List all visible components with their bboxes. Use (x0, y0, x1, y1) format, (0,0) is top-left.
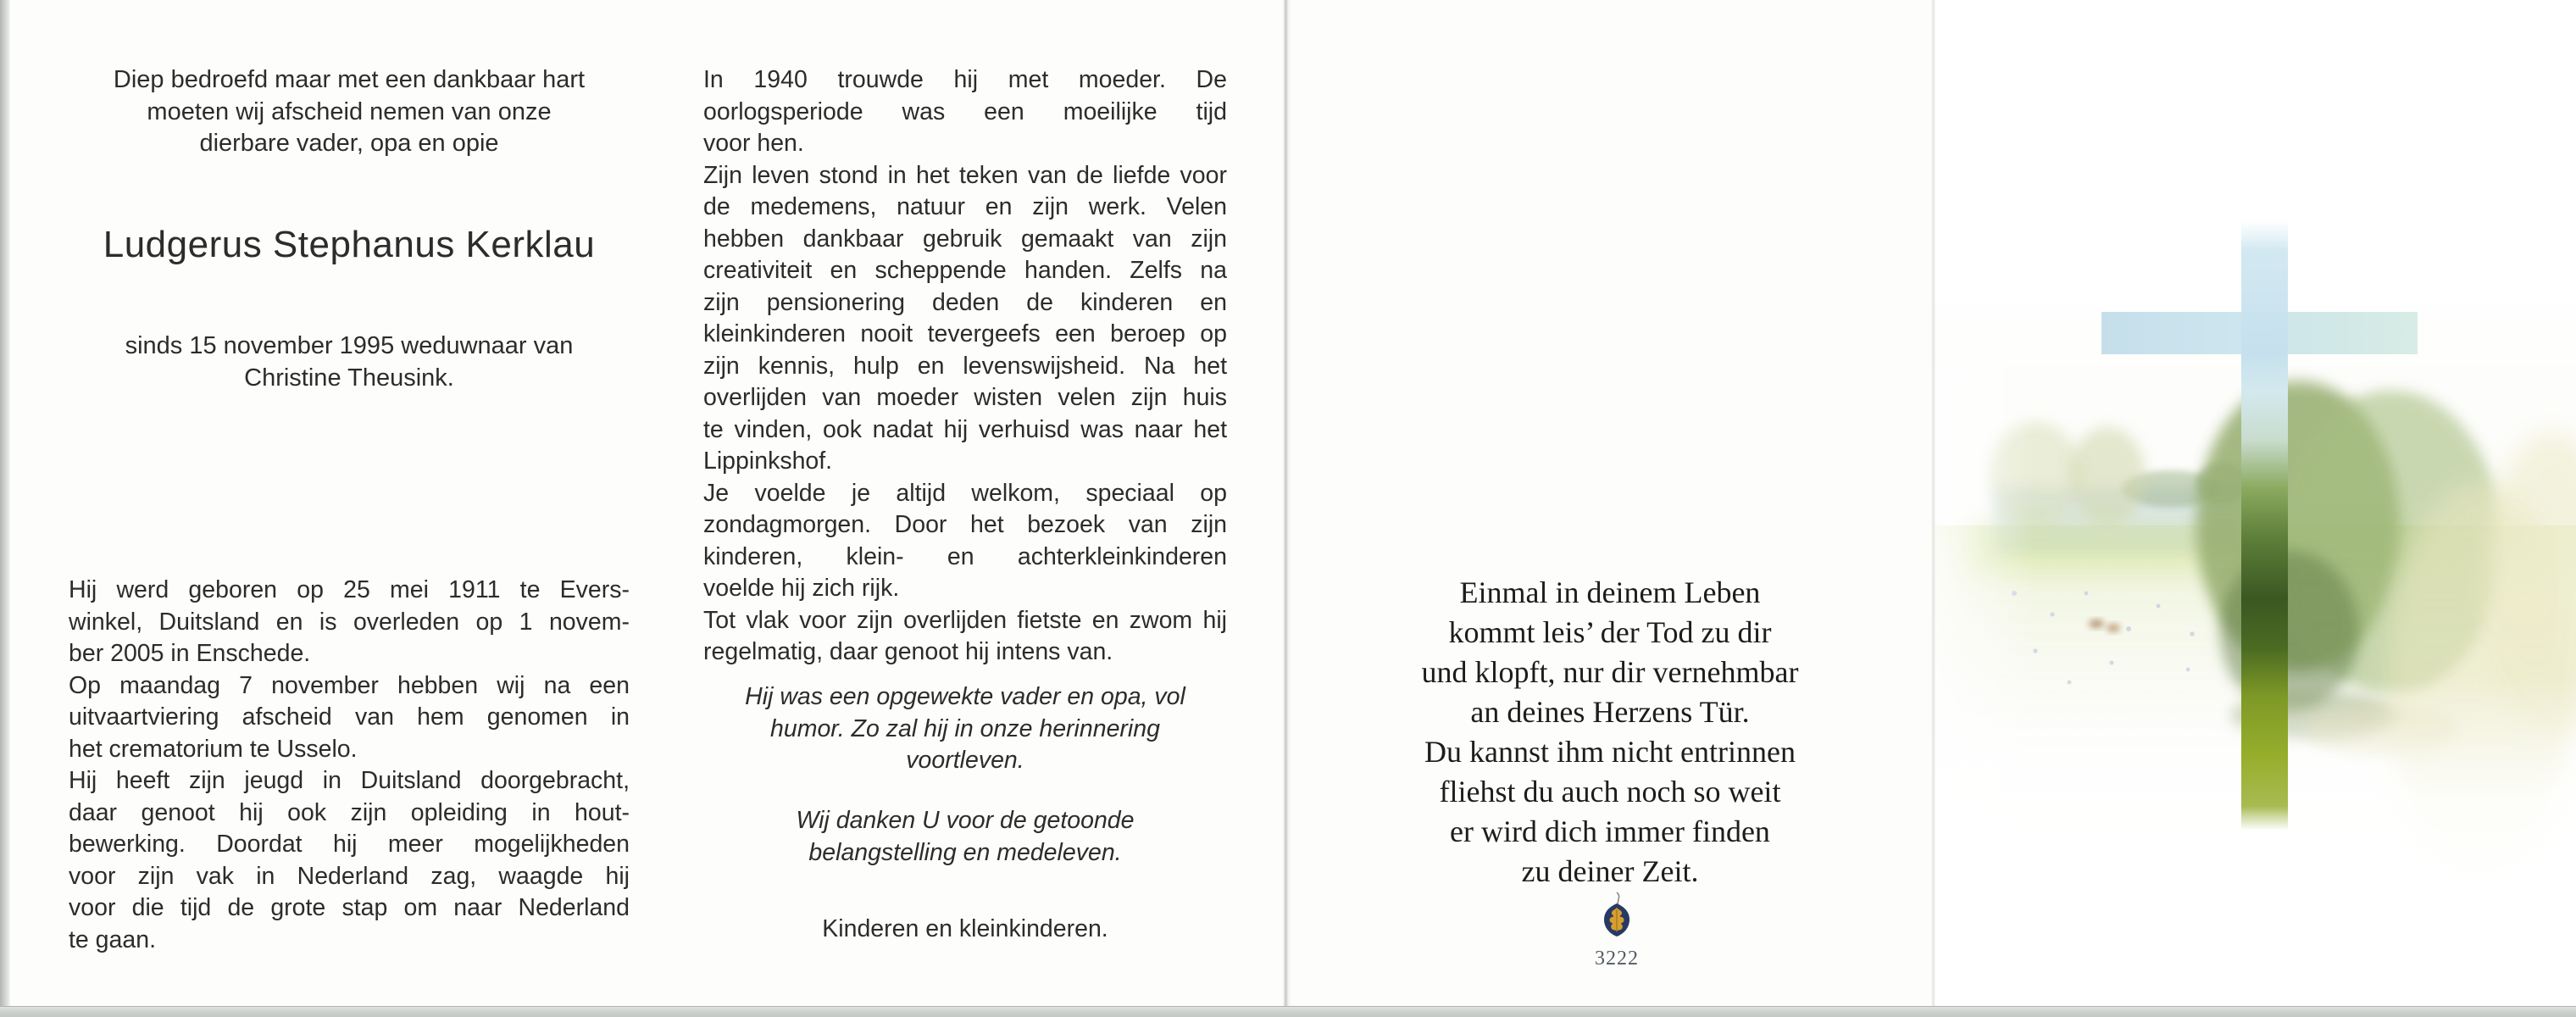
text-line: uitvaartviering afscheid van hem genomen in (69, 703, 630, 731)
printer-emblem-icon (1598, 892, 1635, 944)
text-line: voortleven. (906, 747, 1024, 774)
text-line: Je voelde je altijd welkom, speciaal op (703, 479, 1227, 507)
poem-text (1322, 573, 1898, 892)
text-line: Lippinkshof. (703, 447, 833, 475)
text-line: daar genoot hij ook zijn opleiding in hout- (69, 798, 630, 826)
text-line: Diep bedroefd maar met een dankbaar hart (113, 66, 586, 93)
text-line: Zijn leven stond in het teken van de liefde voor (703, 161, 1227, 189)
deceased-name: Ludgerus Stephanus Kerklau (103, 224, 596, 265)
text-line: het crematorium te Usselo. (69, 735, 358, 763)
text-line: ber 2005 in Enschede. (69, 640, 311, 667)
scan-edge-left (0, 0, 10, 1017)
text-line: zijn kennis, hulp en levenswijsheid. Na het (703, 352, 1227, 380)
text-line: belangstelling en medeleven. (808, 838, 1122, 866)
text-line: zondagmorgen. Door het bezoek van zijn (703, 511, 1227, 538)
text-line: In 1940 trouwde hij met moeder. De (703, 66, 1227, 93)
text-line: kinderen, klein- en achterkleinkinderen (703, 542, 1227, 570)
print-number: 3222 (1595, 948, 1639, 970)
text-line: kleinkinderen nooit tevergeefs een beroep op (703, 320, 1227, 347)
text-line: moeten wij afscheid nemen van onze (147, 97, 552, 125)
text-line: voelde hij zich rijk. (703, 575, 900, 602)
announcement-intro (69, 64, 630, 160)
panel-artwork (1934, 0, 2576, 1017)
text-line: dierbare vader, opa en opie (199, 130, 499, 157)
text-line: bewerking. Doordat hij meer mogelijkheden (69, 831, 630, 858)
text-line: Hij was een opgewekte vader en opa, vol (745, 683, 1185, 710)
scan-edge-bottom (0, 1006, 2576, 1017)
cross-landscape-artwork (1934, 0, 2576, 1017)
text-line: Einmal in deinem Leben (1459, 575, 1761, 609)
text-line: overlijden van moeder wisten velen zijn huis (703, 384, 1227, 411)
biography-birth-death (69, 575, 630, 956)
text-line: kommt leis’ der Tod zu dir (1448, 615, 1772, 649)
text-line: humor. Zo zal hij in onze herinnering (770, 714, 1160, 742)
text-line: Op maandag 7 november hebben wij na een (69, 671, 630, 699)
text-line: sinds 15 november 1995 weduwnaar van (125, 332, 574, 359)
life-story-text (703, 64, 1227, 669)
text-line: oorlogsperiode was een moeilijke tijd (703, 97, 1227, 125)
text-line: voor hen. (703, 130, 804, 157)
text-line: creativiteit en scheppende handen. Zelfs na (703, 257, 1227, 284)
text-line: voor zijn vak in Nederland zag, waagde hij (69, 862, 630, 890)
text-line: und klopft, nur dir vernehmbar (1421, 655, 1799, 689)
text-line: hebben dankbaar gebruik gemaakt van zijn (703, 225, 1227, 253)
text-line: Wij danken U voor de getoonde (796, 807, 1135, 834)
text-line: er wird dich immer finden (1450, 814, 1770, 848)
text-line: Hij werd geboren op 25 mei 1911 te Evers- (69, 576, 630, 603)
widower-note (69, 331, 630, 394)
text-line: te vinden, ook nadat hij verhuisd was naar het (703, 415, 1227, 443)
text-line: Hij heeft zijn jeugd in Duitsland doorgebracht, (69, 767, 630, 794)
fold-line (1283, 0, 1291, 1017)
text-line: Tot vlak voor zijn overlijden fietste en zwom hij (703, 606, 1227, 634)
text-line: te gaan. (69, 925, 157, 953)
text-line: Du kannst ihm nicht entrinnen (1424, 735, 1796, 769)
thanks-text (703, 805, 1227, 869)
text-line: an deines Herzens Tür. (1470, 695, 1750, 729)
text-line: voor die tijd de grote stap om naar Nederland (69, 894, 630, 921)
signature-line: Kinderen en kleinkinderen. (822, 915, 1108, 942)
text-line: zu deiner Zeit. (1521, 854, 1699, 888)
text-line: de medemens, natuur en zijn werk. Velen (703, 193, 1227, 220)
tribute-text (703, 681, 1227, 777)
text-line: fliehst du auch noch so weit (1439, 775, 1781, 809)
fold-line (1931, 0, 1936, 1017)
text-line: regelmatig, daar genoot hij intens van. (703, 638, 1113, 665)
text-line: winkel, Duitsland en is overleden op 1 novem- (69, 608, 630, 636)
text-line: zijn pensionering deden de kinderen en (703, 288, 1227, 316)
text-line: Christine Theusink. (244, 364, 454, 392)
